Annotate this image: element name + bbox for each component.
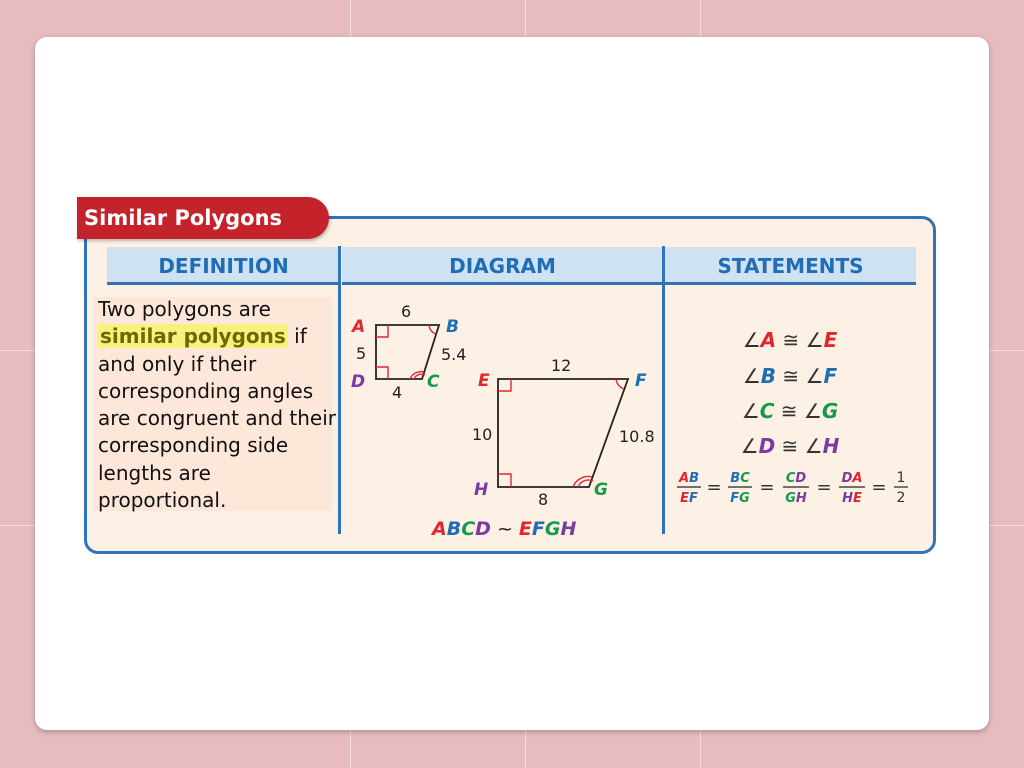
side-ab-label: 6 xyxy=(401,302,412,321)
side-ad-label: 5 xyxy=(356,344,367,363)
vertex-f: F xyxy=(635,371,647,391)
header-statements: STATEMENTS xyxy=(665,247,916,285)
congruent-symbol: ≅ xyxy=(780,399,798,423)
definition-before: Two polygons are xyxy=(98,297,271,321)
vertex-e: E xyxy=(478,371,490,391)
angle-statement xyxy=(670,328,910,352)
vertex-d: D xyxy=(351,372,366,392)
ratio-da-num: DA xyxy=(841,471,863,486)
angle-vertex: A xyxy=(760,328,777,352)
angle-vertex: G xyxy=(821,399,839,423)
angle-symbol: ∠ xyxy=(803,399,822,423)
equals-sign: = xyxy=(759,477,775,498)
angle-symbol: ∠ xyxy=(742,364,761,388)
panel-title: Similar Polygons xyxy=(77,197,329,239)
header-definition: DEFINITION xyxy=(107,247,340,285)
vertex-b: B xyxy=(446,317,459,337)
equals-sign: = xyxy=(816,477,832,498)
side-hg-label: 8 xyxy=(538,490,549,509)
right-angle-mark-a xyxy=(376,325,388,337)
vertex-c: C xyxy=(427,372,440,392)
congruent-symbol: ≅ xyxy=(782,328,800,352)
ratio-he-den: HE xyxy=(842,491,862,506)
sim-d: D xyxy=(475,518,491,540)
side-bc-label: 5.4 xyxy=(441,345,467,364)
ratio-gh-den: GH xyxy=(785,491,807,506)
vertex-a: A xyxy=(352,317,366,337)
ratio-ab-num: AB xyxy=(679,471,699,486)
sim-b: B xyxy=(446,518,462,540)
angle-vertex: H xyxy=(822,434,840,458)
large-quadrilateral xyxy=(498,379,628,487)
side-fg-label: 10.8 xyxy=(619,427,655,446)
definition-after: if and only if their corresponding angles are congruent and their corresponding side lengths are proportional. xyxy=(98,324,336,513)
right-angle-mark-e xyxy=(498,379,511,391)
proportion-statement xyxy=(672,466,912,510)
definition-highlight: similar polygons xyxy=(100,324,286,349)
sim-h: H xyxy=(560,518,577,540)
ratio-fg-den: FG xyxy=(730,491,750,506)
angle-mark-f xyxy=(616,379,624,389)
equals-sign: = xyxy=(706,477,722,498)
definition-text xyxy=(98,296,338,514)
angle-vertex: C xyxy=(759,399,775,423)
sim-symbol: ~ xyxy=(496,518,513,540)
angle-symbol: ∠ xyxy=(804,434,823,458)
small-quadrilateral xyxy=(376,325,439,379)
angle-statement xyxy=(670,399,910,423)
angle-vertex: F xyxy=(823,364,838,388)
angle-vertex: E xyxy=(823,328,838,352)
vertex-h: H xyxy=(474,480,489,500)
ratio-cd-num: CD xyxy=(785,471,807,486)
sim-a: A xyxy=(432,518,447,540)
right-angle-mark-h xyxy=(498,474,511,487)
similarity-statement xyxy=(430,518,576,540)
angle-mark-b xyxy=(429,325,436,334)
angle-statement xyxy=(670,364,910,388)
angle-symbol: ∠ xyxy=(805,364,824,388)
similarity-diagram xyxy=(340,290,662,540)
sim-c: C xyxy=(461,518,476,540)
congruent-symbol: ≅ xyxy=(782,364,800,388)
side-dc-label: 4 xyxy=(392,383,403,402)
header-diagram: DIAGRAM xyxy=(342,247,663,285)
final-num: 1 xyxy=(896,470,906,486)
ratio-ef-den: EF xyxy=(680,491,698,506)
ratio-bc-num: BC xyxy=(730,471,750,486)
right-angle-mark-d xyxy=(376,367,388,379)
congruent-symbol: ≅ xyxy=(781,434,799,458)
side-eh-label: 10 xyxy=(472,425,493,444)
sim-e: E xyxy=(518,518,532,540)
final-den: 2 xyxy=(896,490,906,506)
angle-statement xyxy=(670,434,910,458)
angle-symbol: ∠ xyxy=(742,328,761,352)
column-divider xyxy=(662,246,665,534)
sim-g: G xyxy=(544,518,561,540)
equals-sign: = xyxy=(871,477,887,498)
angle-symbol: ∠ xyxy=(741,399,760,423)
angle-vertex: B xyxy=(760,364,777,388)
angle-symbol: ∠ xyxy=(805,328,824,352)
sim-f: F xyxy=(531,518,545,540)
angle-vertex: D xyxy=(758,434,776,458)
side-ef-label: 12 xyxy=(551,356,572,375)
angle-symbol: ∠ xyxy=(740,434,759,458)
vertex-g: G xyxy=(594,480,608,500)
